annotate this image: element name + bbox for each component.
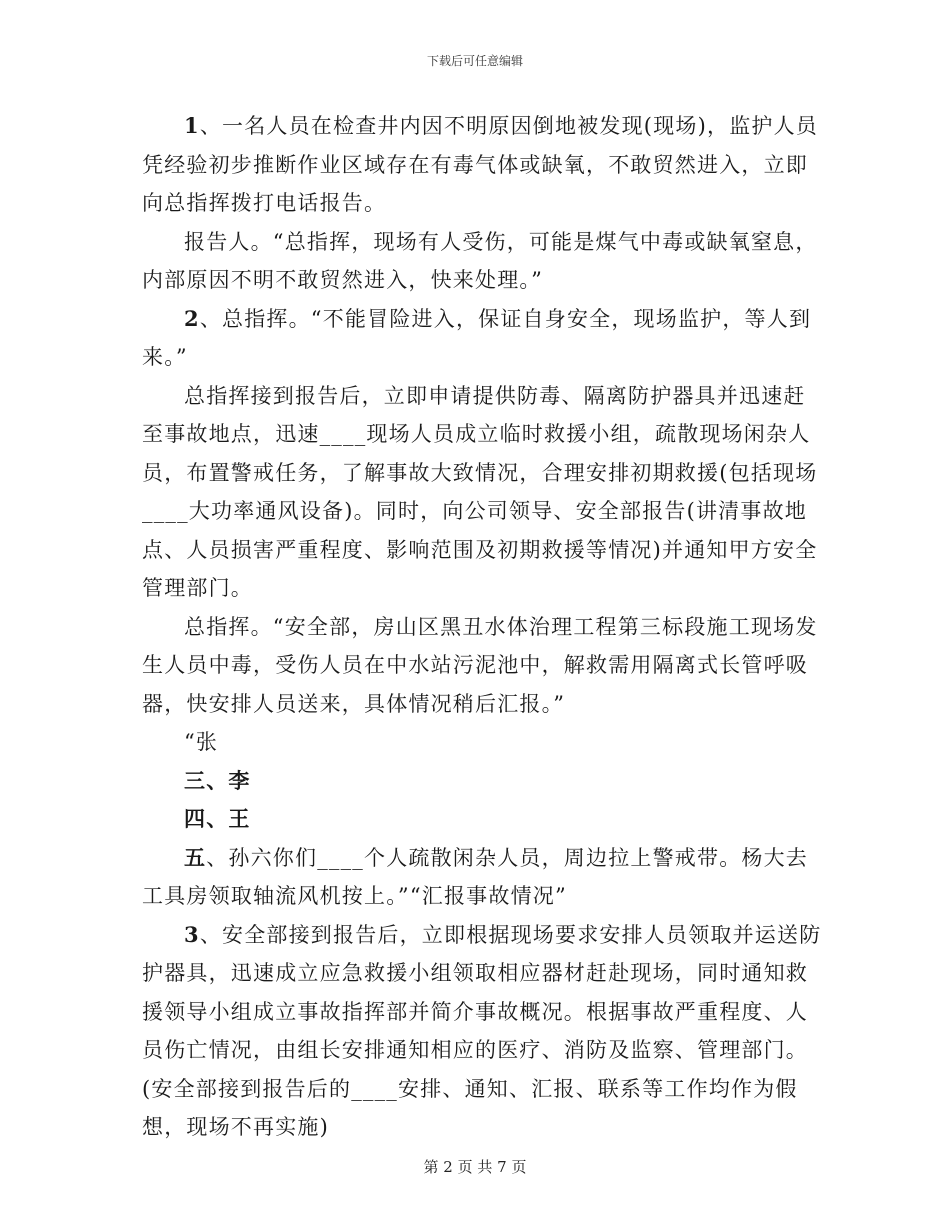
paragraph-9 — [142, 839, 822, 916]
paragraph-3 — [142, 300, 822, 377]
paragraph-text: 报告人。“总指挥，现场有人受伤，可能是煤气中毒或缺氧窒息，内部原因不明不敢贸然进入，快来处理。” — [142, 229, 818, 292]
paragraph-text: 总指挥接到报告后，立即申请提供防毒、隔离防护器具并迅速赶至事故地点，迅速____现场人员成立临时救援小组，疏散现场闲杂人员，布置警戒任务，了解事故大致情况，合理安排初期救援(包括现场____大功率通风设备)。同时，向公司领导、安全部报告(讲清事故地点、人员损害严重程度、影响范围及初期救援等情况)并通知甲方安全管理部门。 — [142, 383, 818, 600]
paragraph-text: 、总指挥。“不能冒险进入，保证自身安全，现场监护，等人到来。” — [142, 306, 812, 369]
paragraph-lead: 3 — [184, 921, 200, 947]
paragraph-text: 、孙六你们____个人疏散闲杂人员，周边拉上警戒带。杨大去工具房领取轴流风机按上。”“汇报事故情况” — [142, 845, 809, 908]
paragraph-lead: 1 — [184, 113, 200, 138]
paragraph-8 — [142, 800, 822, 839]
paragraph-lead: 五 — [184, 844, 207, 870]
page-footer: 第 2 页 共 7 页 — [423, 1158, 527, 1176]
paragraph-6 — [142, 723, 822, 762]
paragraph-10 — [142, 916, 822, 1147]
paragraph-text: 、安全部接到报告后，立即根据现场要求安排人员领取并运送防护器具，迅速成立应急救援小组领取相应器材赶赴现场，同时通知救援领导小组成立事故指挥部并简介事故概况。根据事故严重程度、人员伤亡情况，由组长安排通知相应的医疗、消防及监察、管理部门。(安全部接到报告后的____安排、通知、汇报、联系等工作均作为假想，现场不再实施) — [142, 922, 822, 1139]
paragraph-5 — [142, 608, 822, 724]
paragraph-7 — [142, 762, 822, 801]
paragraph-text: 、一名人员在检查井内因不明原因倒地被发现(现场)，监护人员凭经验初步推断作业区域存在有毒气体或缺氧，不敢贸然进入，立即向总指挥拨打电话报告。 — [142, 114, 818, 215]
paragraph-2 — [142, 223, 822, 300]
paragraph-4 — [142, 377, 822, 608]
paragraph-text: 总指挥。“安全部，房山区黑丑水体治理工程第三标段施工现场发生人员中毒，受伤人员在中水站污泥池中，解救需用隔离式长管呼吸器，快安排人员送来，具体情况稍后汇报。” — [142, 614, 818, 716]
paragraph-lead: 2 — [184, 305, 200, 331]
paragraph-lead: 三、李 — [184, 767, 251, 793]
paragraph-text: “张 — [184, 730, 219, 754]
paragraph-lead: 四、王 — [184, 806, 251, 831]
page-header: 下载后可任意编辑 — [426, 54, 523, 68]
document-body — [142, 107, 822, 1147]
paragraph-1 — [142, 107, 822, 223]
